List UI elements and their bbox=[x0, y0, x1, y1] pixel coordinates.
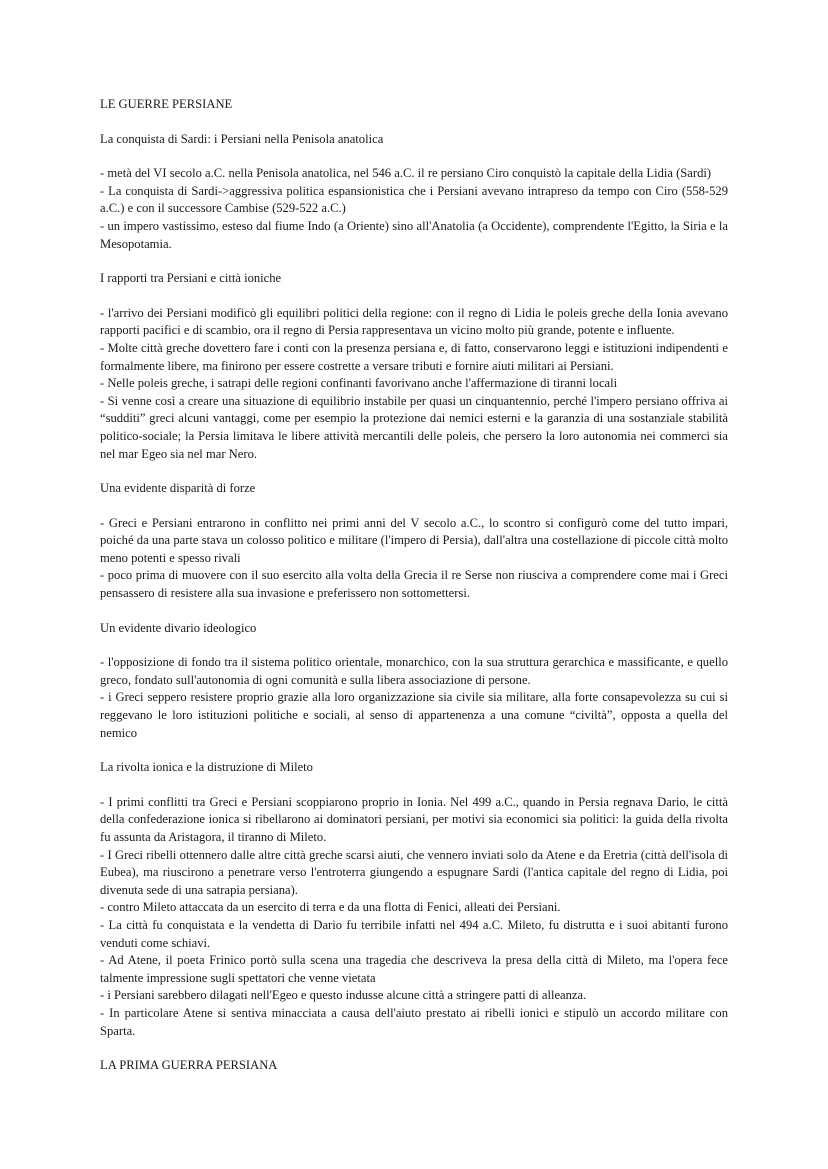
paragraph: - Nelle poleis greche, i satrapi delle regioni confinanti favorivano anche l'affermazione di tiranni locali bbox=[100, 376, 618, 391]
paragraph: - i Persiani sarebbero dilagati nell'Egeo e questo indusse alcune città a stringere patti di alleanza. bbox=[100, 988, 587, 1003]
paragraph: - Greci e Persiani entrarono in conflitto nei primi anni del V secolo a.C., lo scontro si configurò come del tutto impari, poiché da una parte stava un colosso politico e militare (l'impero di Persia), dall'altra una costellazione di piccole città molto meno potenti e spesso rivali bbox=[100, 515, 728, 565]
paragraph: - I Greci ribelli ottennero dalle altre città greche scarsi aiuti, che vennero inviati solo da Atene e da Eretria (città dell'isola di Eubea), ma riuscirono a penetrare verso l'entroterra giungendo a espugnare Sardi (l'antica capitale del regno di Lidia, poi divenuta sede di una satrapia persiana). bbox=[100, 847, 728, 897]
paragraph: - La conquista di Sardi->aggressiva politica espansionistica che i Persiani avevano intrapreso da tempo con Ciro (558-529 a.C.) e con il successore Cambise (529-522 a.C.) bbox=[100, 183, 728, 216]
paragraph: - Ad Atene, il poeta Frinico portò sulla scena una tragedia che descriveva la presa della città di Mileto, ma l'opera fece talmente impressione sugli spettatori che venne vietata bbox=[100, 953, 728, 985]
paragraph: - i Greci seppero resistere proprio grazie alla loro organizzazione sia civile sia militare, alla forte consapevolezza su cui si reggevano le loro istituzioni politiche e sociali, al senso di appartenenza a una comune “civiltà”, opposta a quella del nemico bbox=[100, 690, 728, 740]
paragraph: - Si venne così a creare una situazione di equilibrio instabile per quasi un cinquantennio, perché l'impero persiano offriva ai “sudditi” greci alcuni vantaggi, come per esempio la protezione dai nemici esterni e la garanzia di una sostanziale stabilità politico-sociale; la Persia limitava le libere attività mercantili delle poleis, che persero la loro autonomia nei commerci sia nel mar Egeo sia nel mar Nero. bbox=[100, 393, 728, 461]
paragraph: - l'opposizione di fondo tra il sistema politico orientale, monarchico, con la sua struttura gerarchica e massificante, e quello greco, fondato sull'autonomia di ogni comunità e sulla libera associazione di persone. bbox=[100, 655, 728, 687]
paragraph: - l'arrivo dei Persiani modificò gli equilibri politici della regione: con il regno di Lidia le poleis greche della Ionia avevano rapporti pacifici e di scambio, ora il regno di Persia rappresentava un vicino molto più grande, potente e influente. bbox=[100, 305, 728, 338]
paragraph: - metà del VI secolo a.C. nella Penisola anatolica, nel 546 a.C. il re persiano Ciro conquistò la capitale della Lidia (Sardi) bbox=[100, 166, 712, 181]
section-heading: La conquista di Sardi: i Persiani nella Penisola anatolica bbox=[100, 131, 384, 146]
section-heading: La rivolta ionica e la distruzione di Mileto bbox=[100, 760, 313, 775]
paragraph: - I primi conflitti tra Greci e Persiani scoppiarono proprio in Ionia. Nel 499 a.C., quando in Persia regnava Dario, le città della confederazione ionica si ribellarono ai dominatori persiani, per motivi sia economici sia politici: la guida della rivolta fu assunta da Aristagora, il tiranno di Mileto. bbox=[100, 794, 728, 844]
section-divario bbox=[100, 620, 728, 743]
paragraph: - un impero vastissimo, esteso dal fiume Indo (a Oriente) sino all'Anatolia (a Occidente), comprendente l'Egitto, la Siria e la Mesopotamia. bbox=[100, 218, 728, 251]
paragraph: - La città fu conquistata e la vendetta di Dario fu terribile infatti nel 494 a.C. Mileto, fu distrutta e i suoi abitanti furono venduti come schiavi. bbox=[100, 917, 728, 950]
section-rivolta-ionica bbox=[100, 759, 728, 1040]
section-conquista-sardi bbox=[100, 131, 728, 254]
document-title: LE GUERRE PERSIANE bbox=[100, 97, 233, 111]
section-disparita bbox=[100, 480, 728, 603]
section-rapporti bbox=[100, 270, 728, 463]
section-heading: Una evidente disparità di forze bbox=[100, 481, 256, 496]
document-page bbox=[100, 96, 728, 1092]
paragraph: - Molte città greche dovettero fare i conti con la presenza persiana e, di fatto, conservarono leggi e istituzioni indipendenti e formalmente libere, ma finirono per essere costrette a versare tributi e fornire aiuti militari ai Persiani. bbox=[100, 340, 728, 373]
closing-heading: LA PRIMA GUERRA PERSIANA bbox=[100, 1058, 278, 1073]
paragraph: - In particolare Atene si sentiva minacciata a causa dell'aiuto prestato ai ribelli ionici e stipulò un accordo militare con Sparta. bbox=[100, 1005, 728, 1038]
paragraph: - poco prima di muovere con il suo esercito alla volta della Grecia il re Serse non riusciva a comprendere come mai i Greci pensassero di resistere alla sua invasione e preferissero non sottomettersi. bbox=[100, 568, 728, 601]
paragraph: - contro Mileto attaccata da un esercito di terra e da una flotta di Fenici, alleati dei Persiani. bbox=[100, 900, 561, 915]
section-heading: Un evidente divario ideologico bbox=[100, 620, 257, 635]
section-heading: I rapporti tra Persiani e città ioniche bbox=[100, 271, 282, 286]
